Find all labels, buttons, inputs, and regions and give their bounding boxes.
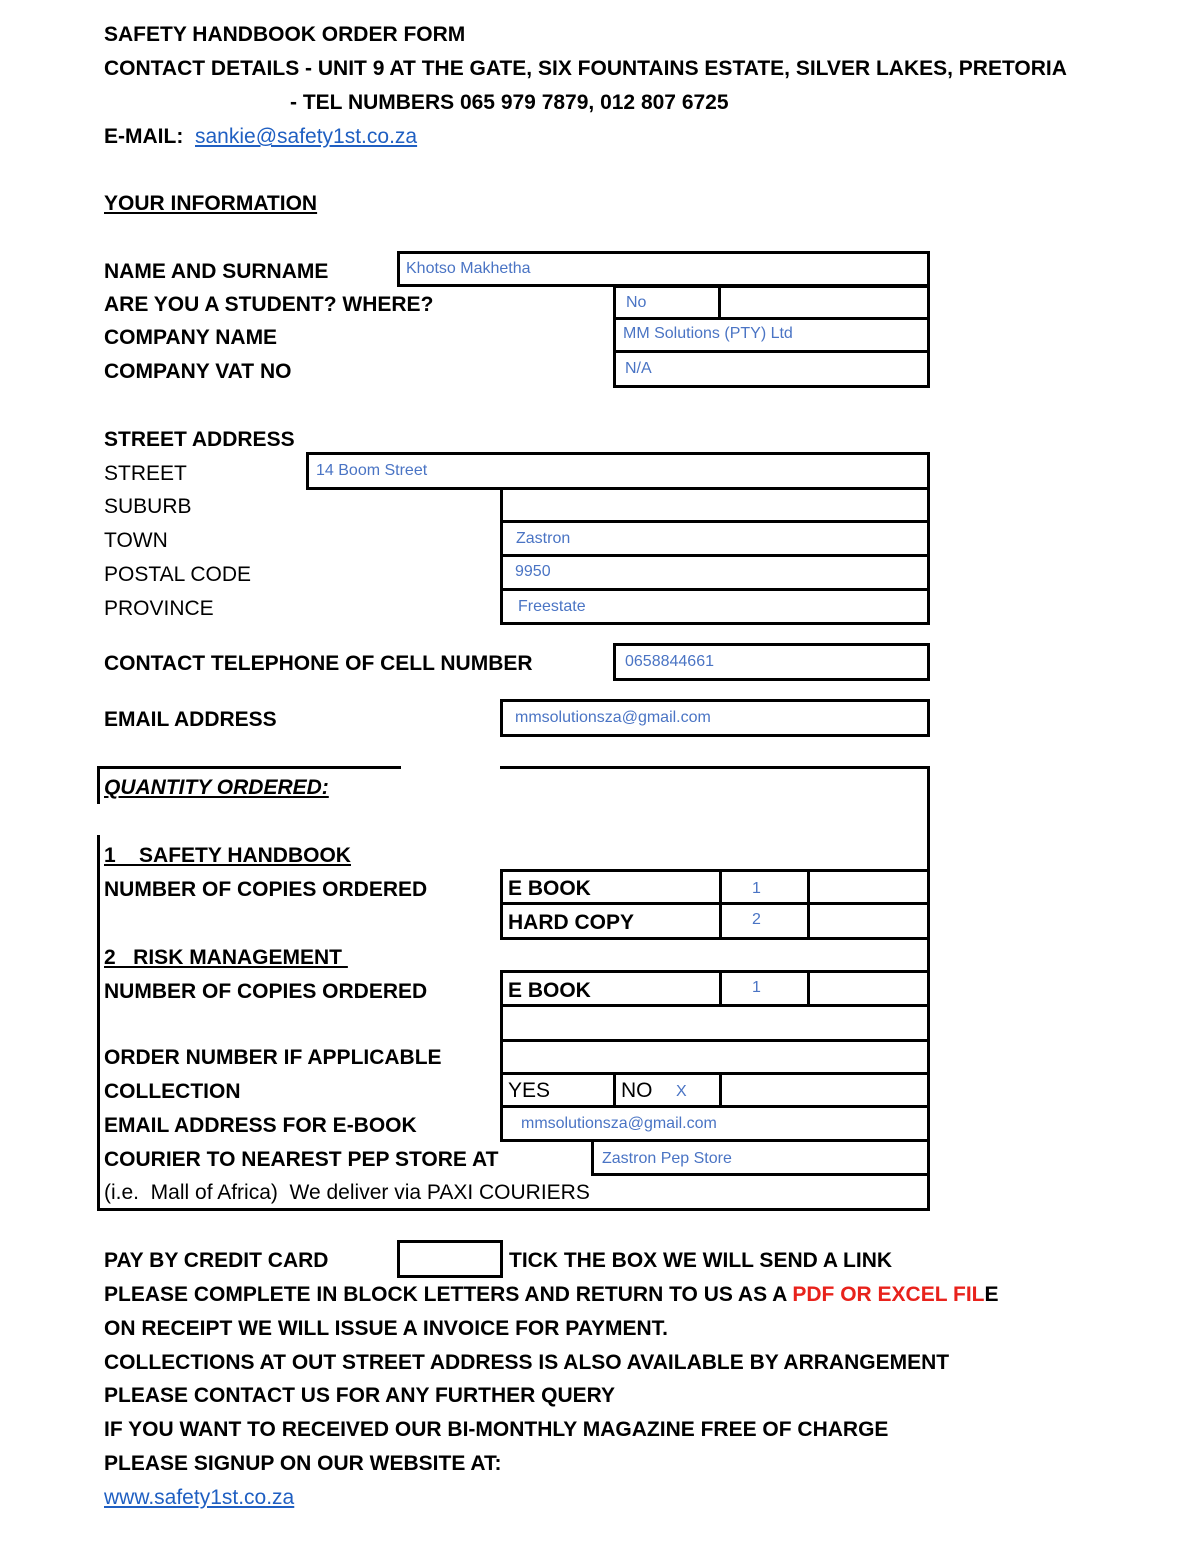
company-value: MM Solutions (PTY) Ltd — [623, 325, 793, 342]
item1-heading: 1 SAFETY HANDBOOK — [104, 844, 351, 867]
email-address-label: EMAIL ADDRESS — [104, 708, 277, 731]
instructions-line-1 — [104, 1282, 999, 1308]
item1-ebook-extra[interactable] — [807, 869, 930, 905]
item2-heading: 2 RISK MANAGEMENT — [104, 946, 348, 969]
postal-code-label: POSTAL CODE — [104, 563, 252, 586]
ebook-email-value: mmsolutionsza@gmail.com — [521, 1115, 717, 1132]
name-label: NAME AND SURNAME — [104, 260, 329, 283]
instructions-line-5: IF YOU WANT TO RECEIVED OUR BI-MONTHLY MAGAZINE FREE OF CHARGE — [104, 1418, 889, 1441]
credit-card-checkbox[interactable] — [397, 1240, 503, 1278]
order-number-label: ORDER NUMBER IF APPLICABLE — [104, 1046, 442, 1069]
vat-label: COMPANY VAT NO — [104, 360, 292, 383]
phone-label: CONTACT TELEPHONE OF CELL NUMBER — [104, 652, 533, 675]
file-format-emphasis: PDF OR EXCEL FIL — [792, 1283, 985, 1306]
item1-hard-extra[interactable] — [807, 902, 930, 940]
where-field[interactable] — [718, 285, 930, 320]
tick-box-text: TICK THE BOX WE WILL SEND A LINK — [509, 1249, 893, 1272]
collection-no-mark: X — [676, 1083, 687, 1100]
item1-ebook-label: E BOOK — [508, 877, 591, 900]
instructions-line-3: COLLECTIONS AT OUT STREET ADDRESS IS ALSO AVAILABLE BY ARRANGEMENT — [104, 1351, 950, 1374]
order-top-border-right — [500, 766, 930, 769]
phone-value: 0658844661 — [625, 653, 714, 670]
item2-ebook-qty-field[interactable] — [719, 970, 810, 1007]
your-information-heading: YOUR INFORMATION — [104, 192, 318, 215]
instructions-line-6: PLEASE SIGNUP ON OUR WEBSITE AT: — [104, 1452, 502, 1475]
quantity-ordered-heading: QUANTITY ORDERED: — [104, 776, 329, 799]
courier-note: (i.e. Mall of Africa) We deliver via PAXI COURIERS — [104, 1181, 590, 1204]
order-left-border-top — [97, 766, 100, 804]
item1-ebook-qty: 1 — [752, 880, 761, 897]
town-value: Zastron — [516, 530, 571, 547]
email-label: E-MAIL: — [104, 125, 184, 148]
item2-ebook-label: E BOOK — [508, 979, 591, 1002]
name-value: Khotso Makhetha — [406, 260, 531, 277]
postal-code-field[interactable] — [500, 554, 930, 591]
item1-ebook-qty-field[interactable] — [719, 869, 810, 905]
item1-hard-qty-field[interactable] — [719, 902, 810, 940]
street-address-heading: STREET ADDRESS — [104, 428, 295, 451]
website-link[interactable]: www.safety1st.co.za — [104, 1486, 295, 1509]
province-value: Freestate — [518, 598, 586, 615]
item1-hard-label: HARD COPY — [508, 911, 635, 934]
postal-code-value: 9950 — [515, 563, 551, 580]
collection-no-label: NO — [621, 1079, 653, 1102]
tel-numbers: - TEL NUMBERS 065 979 7879, 012 807 6725 — [290, 91, 729, 114]
street-value: 14 Boom Street — [316, 462, 428, 479]
ebook-email-label: EMAIL ADDRESS FOR E-BOOK — [104, 1114, 417, 1137]
collection-label: COLLECTION — [104, 1080, 241, 1103]
pay-by-credit-card-label: PAY BY CREDIT CARD — [104, 1249, 329, 1272]
suburb-field[interactable] — [500, 487, 930, 523]
order-bottom-border — [97, 1208, 930, 1211]
vat-field[interactable] — [613, 350, 930, 388]
collection-yes-label: YES — [508, 1079, 551, 1102]
item2-spacer-border — [500, 1004, 503, 1042]
item2-copies-label: NUMBER OF COPIES ORDERED — [104, 980, 428, 1003]
student-label: ARE YOU A STUDENT? WHERE? — [104, 293, 434, 316]
item2-ebook-extra[interactable] — [807, 970, 930, 1007]
province-label: PROVINCE — [104, 597, 214, 620]
order-number-field[interactable] — [500, 1039, 930, 1075]
student-value: No — [626, 294, 647, 311]
street-label: STREET — [104, 462, 187, 485]
item1-hard-qty: 2 — [752, 911, 761, 928]
order-left-border — [97, 835, 100, 1211]
instructions-line-1-end: E — [984, 1283, 999, 1306]
instructions-line-2: ON RECEIPT WE WILL ISSUE A INVOICE FOR PAYMENT. — [104, 1317, 668, 1340]
instructions-line-4: PLEASE CONTACT US FOR ANY FURTHER QUERY — [104, 1384, 616, 1407]
instructions-line-1-main: PLEASE COMPLETE IN BLOCK LETTERS AND RETURN TO US AS A — [104, 1283, 793, 1306]
form-title: SAFETY HANDBOOK ORDER FORM — [104, 23, 466, 46]
item2-ebook-qty: 1 — [752, 979, 761, 996]
courier-value: Zastron Pep Store — [602, 1150, 732, 1167]
contact-details: CONTACT DETAILS - UNIT 9 AT THE GATE, SIX FOUNTAINS ESTATE, SILVER LAKES, PRETORIA — [104, 57, 1067, 80]
vat-value: N/A — [625, 360, 652, 377]
suburb-label: SUBURB — [104, 495, 192, 518]
town-label: TOWN — [104, 529, 168, 552]
company-label: COMPANY NAME — [104, 326, 278, 349]
item1-copies-label: NUMBER OF COPIES ORDERED — [104, 878, 428, 901]
courier-label: COURIER TO NEAREST PEP STORE AT — [104, 1148, 499, 1171]
order-top-border-left — [97, 766, 401, 769]
contact-email-link[interactable]: sankie@safety1st.co.za — [195, 125, 418, 148]
email-address-value: mmsolutionsza@gmail.com — [515, 709, 711, 726]
